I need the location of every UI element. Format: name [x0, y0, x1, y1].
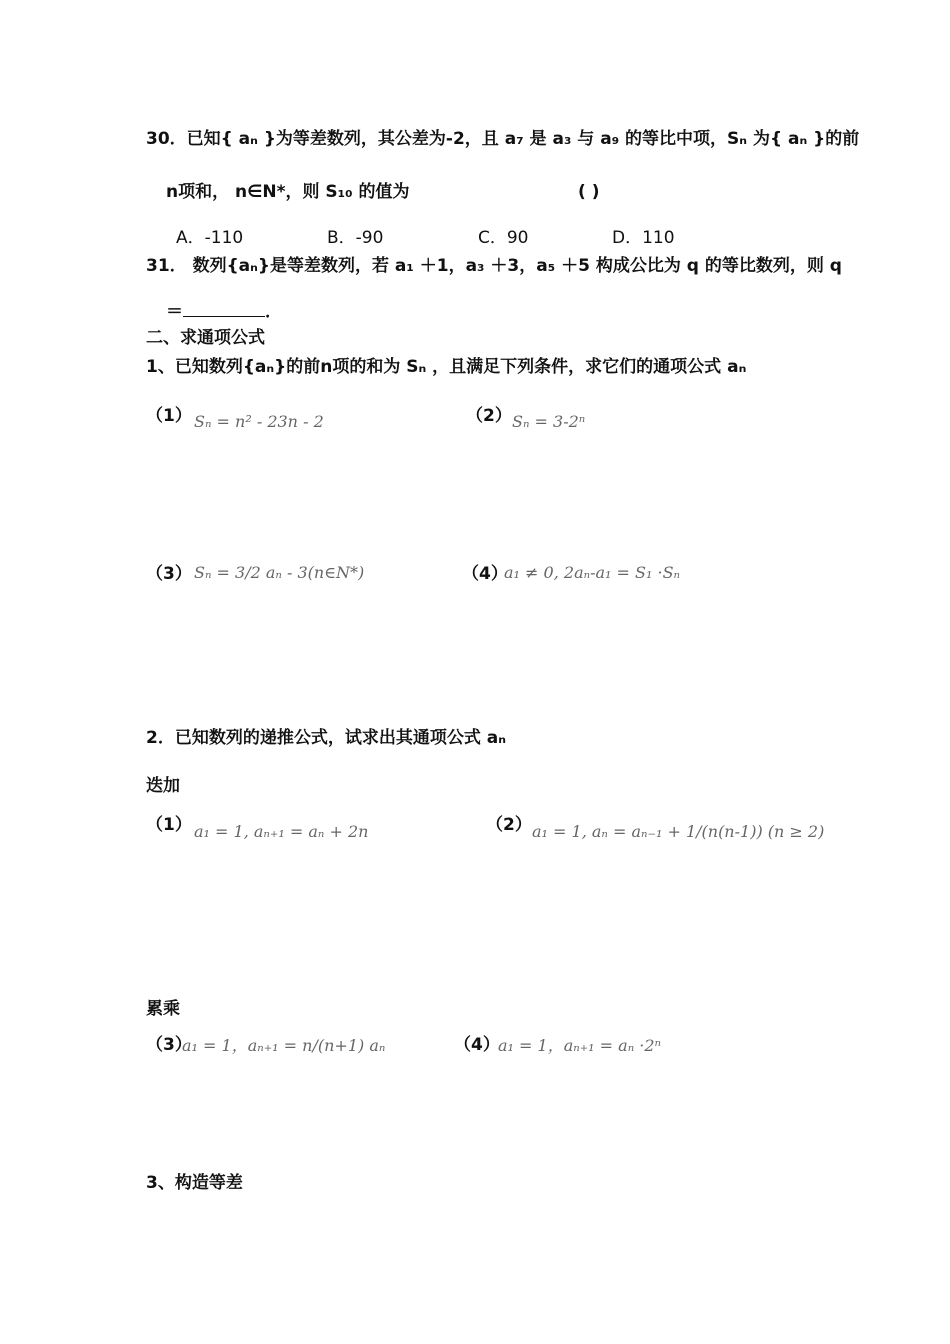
p1-intro: 1、已知数列{aₙ}的前n项的和为 Sₙ ，且满足下列条件，求它们的通项公式 aₙ	[146, 357, 747, 377]
p2-item2-formula: a₁ = 1, aₙ = aₙ₋₁ + 1/(n(n-1)) (n ≥ 2)	[532, 822, 825, 841]
q31-period: ．	[265, 302, 282, 322]
q31-line2	[166, 300, 282, 323]
p1-item2-formula: Sₙ = 3-2ⁿ	[512, 412, 586, 431]
p2-item3-formula: a₁ = 1，aₙ₊₁ = n/(n+1) aₙ	[182, 1036, 386, 1055]
p1-item3-formula: Sₙ = 3/2 aₙ - 3(n∈N*)	[194, 563, 365, 582]
p2-item4-label: （4）	[454, 1035, 500, 1055]
q31-answer-blank	[183, 300, 265, 317]
p2-item1-formula: a₁ = 1, aₙ₊₁ = aₙ + 2n	[194, 822, 369, 841]
p2-intro: 2．已知数列的递推公式，试求出其通项公式 aₙ	[146, 728, 506, 748]
p1-item2-label: （2）	[466, 406, 512, 426]
p2-item4-formula: a₁ = 1，aₙ₊₁ = aₙ ·2ⁿ	[498, 1036, 662, 1055]
p2-item3-label: （3）	[146, 1035, 192, 1055]
p2-item1-label: （1）	[146, 815, 192, 835]
p1-item3-label: （3）	[146, 564, 192, 584]
p3-title: 3、构造等差	[146, 1173, 243, 1193]
p1-item4-formula: a₁ ≠ 0, 2aₙ-a₁ = S₁ ·Sₙ	[504, 563, 681, 582]
p1-item1-formula: Sₙ = n² - 23n - 2	[194, 412, 324, 431]
p2-sub-mul: 累乘	[146, 999, 180, 1019]
p1-item4-label: （4）	[462, 564, 508, 584]
q30-option-d: D．110	[612, 228, 675, 248]
q30-line1	[146, 128, 859, 150]
q31-equals: ＝	[166, 302, 183, 322]
p1-item1-label: （1）	[146, 406, 192, 426]
q30-option-c: C．90	[478, 228, 529, 248]
q30-bracket: ( )	[578, 182, 600, 202]
q30-line2-text: n项和， n∈N*，则 S₁₀ 的值为	[166, 182, 410, 202]
section2-title: 二、求通项公式	[146, 328, 265, 348]
q31-line1: 31． 数列{aₙ}是等差数列，若 a₁ ＋1，a₃ ＋3，a₅ ＋5 构成公比为 q 的等比数列，则 q	[146, 256, 842, 276]
q30-option-b: B．-90	[327, 228, 384, 248]
q30-option-a: A．-110	[176, 228, 244, 248]
p2-sub-add: 迭加	[146, 776, 180, 796]
p2-item2-label: （2）	[486, 815, 532, 835]
q30-line2	[166, 181, 409, 203]
q30-line1-text: 30．已知{ aₙ }为等差数列，其公差为-2，且 a₇ 是 a₃ 与 a₉ 的等比中项，Sₙ 为{ aₙ }的前	[146, 129, 860, 149]
